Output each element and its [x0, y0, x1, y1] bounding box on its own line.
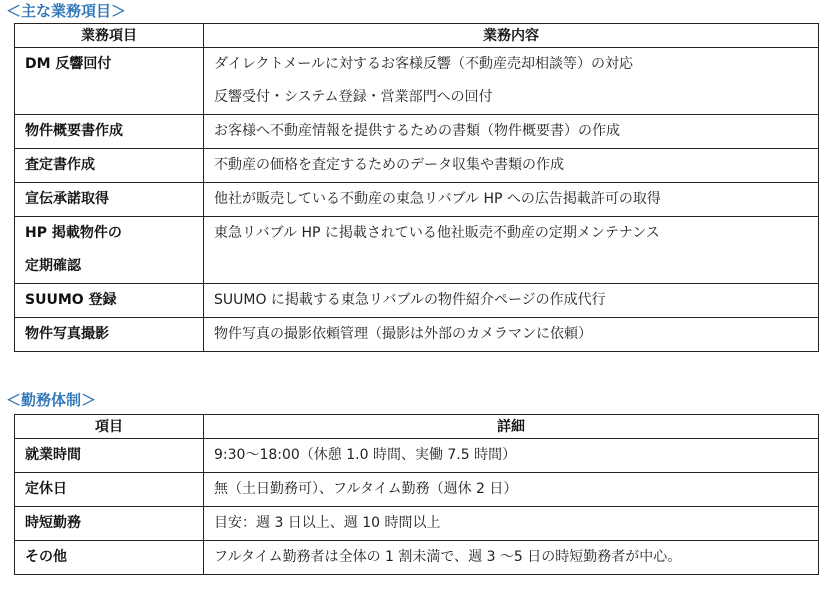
row-content-text: 無（土日勤務可）、フルタイム勤務（週休 2 日）	[214, 481, 518, 497]
row-content-cell	[204, 115, 819, 149]
row-item-cell	[15, 115, 204, 149]
row-item-cell	[15, 217, 204, 284]
row-content-text: 不動産の価格を査定するためのデータ収集や書類の作成	[214, 157, 564, 173]
row-content-text: お客様へ不動産情報を提供するための書類（物件概要書）の作成	[214, 123, 620, 139]
row-item-text: 定休日	[25, 481, 67, 497]
row-content-cell	[204, 284, 819, 318]
table-row	[15, 541, 819, 575]
duties-body	[15, 48, 819, 352]
table-row	[15, 439, 819, 473]
row-content-text: 東急リバブル HP に掲載されている他社販売不動産の定期メンテナンス	[214, 225, 660, 241]
section2-heading: ＜勤務体制＞	[6, 391, 97, 409]
row-content-cell	[204, 217, 819, 284]
row-item-cell	[15, 541, 204, 575]
row-item-text: その他	[25, 549, 67, 565]
table-row	[15, 115, 819, 149]
row-content-text: フルタイム勤務者は全体の 1 割未満で、週 3 〜5 日の時短勤務者が中心。	[214, 549, 682, 565]
row-item-text: HP 掲載物件の	[25, 225, 122, 241]
row-item-text: 宣伝承諾取得	[25, 191, 109, 207]
row-content-cell	[204, 473, 819, 507]
row-content-cell	[204, 48, 819, 115]
work-body	[15, 439, 819, 575]
row-content-text: ダイレクトメールに対するお客様反響（不動産売却相談等）の対応	[214, 56, 634, 72]
row-item-cell	[15, 318, 204, 352]
row-item-cell	[15, 149, 204, 183]
row-content-text: 他社が販売している不動産の東急リバブル HP への広告掲載許可の取得	[214, 191, 661, 207]
duties-header-item: 業務項目	[15, 24, 204, 48]
row-item-cell	[15, 48, 204, 115]
row-content-text: 物件写真の撮影依頼管理（撮影は外部のカメラマンに依頼）	[214, 326, 592, 342]
duties-header-row	[15, 24, 819, 48]
duties-table	[14, 23, 819, 352]
row-content-text: SUUMO に掲載する東急リバブルの物件紹介ページの作成代行	[214, 292, 606, 308]
row-item-text: DM 反響回付	[25, 56, 112, 72]
table-row	[15, 183, 819, 217]
row-item-cell	[15, 507, 204, 541]
row-item-cell	[15, 183, 204, 217]
row-content-text: 9:30〜18:00（休憩 1.0 時間、実働 7.5 時間）	[214, 447, 517, 463]
table-row	[15, 507, 819, 541]
row-content-cell	[204, 183, 819, 217]
row-item-text: 査定書作成	[25, 157, 95, 173]
row-item-cell	[15, 284, 204, 318]
row-item-text: SUUMO 登録	[25, 292, 117, 308]
section1-heading: ＜主な業務項目＞	[6, 2, 127, 20]
row-content-text: 目安：週 3 日以上、週 10 時間以上	[214, 515, 441, 531]
row-content-text: 反響受付・システム登録・営業部門への回付	[214, 89, 493, 105]
table-row	[15, 217, 819, 284]
row-content-cell	[204, 149, 819, 183]
work-header-item: 項目	[15, 415, 204, 439]
row-item-text: 物件概要書作成	[25, 123, 123, 139]
work-header-row	[15, 415, 819, 439]
row-content-cell	[204, 439, 819, 473]
row-item-cell	[15, 439, 204, 473]
work-table	[14, 414, 819, 575]
row-content-cell	[204, 541, 819, 575]
row-content-cell	[204, 507, 819, 541]
row-item-text: 定期確認	[25, 258, 81, 274]
table-row	[15, 473, 819, 507]
row-content-cell	[204, 318, 819, 352]
table-row	[15, 149, 819, 183]
row-item-text: 物件写真撮影	[25, 326, 109, 342]
table-row	[15, 284, 819, 318]
table-row	[15, 318, 819, 352]
row-item-text: 時短勤務	[25, 515, 81, 531]
row-item-cell	[15, 473, 204, 507]
duties-header-content: 業務内容	[204, 24, 819, 48]
table-row	[15, 48, 819, 115]
row-item-text: 就業時間	[25, 447, 81, 463]
work-header-content: 詳細	[204, 415, 819, 439]
